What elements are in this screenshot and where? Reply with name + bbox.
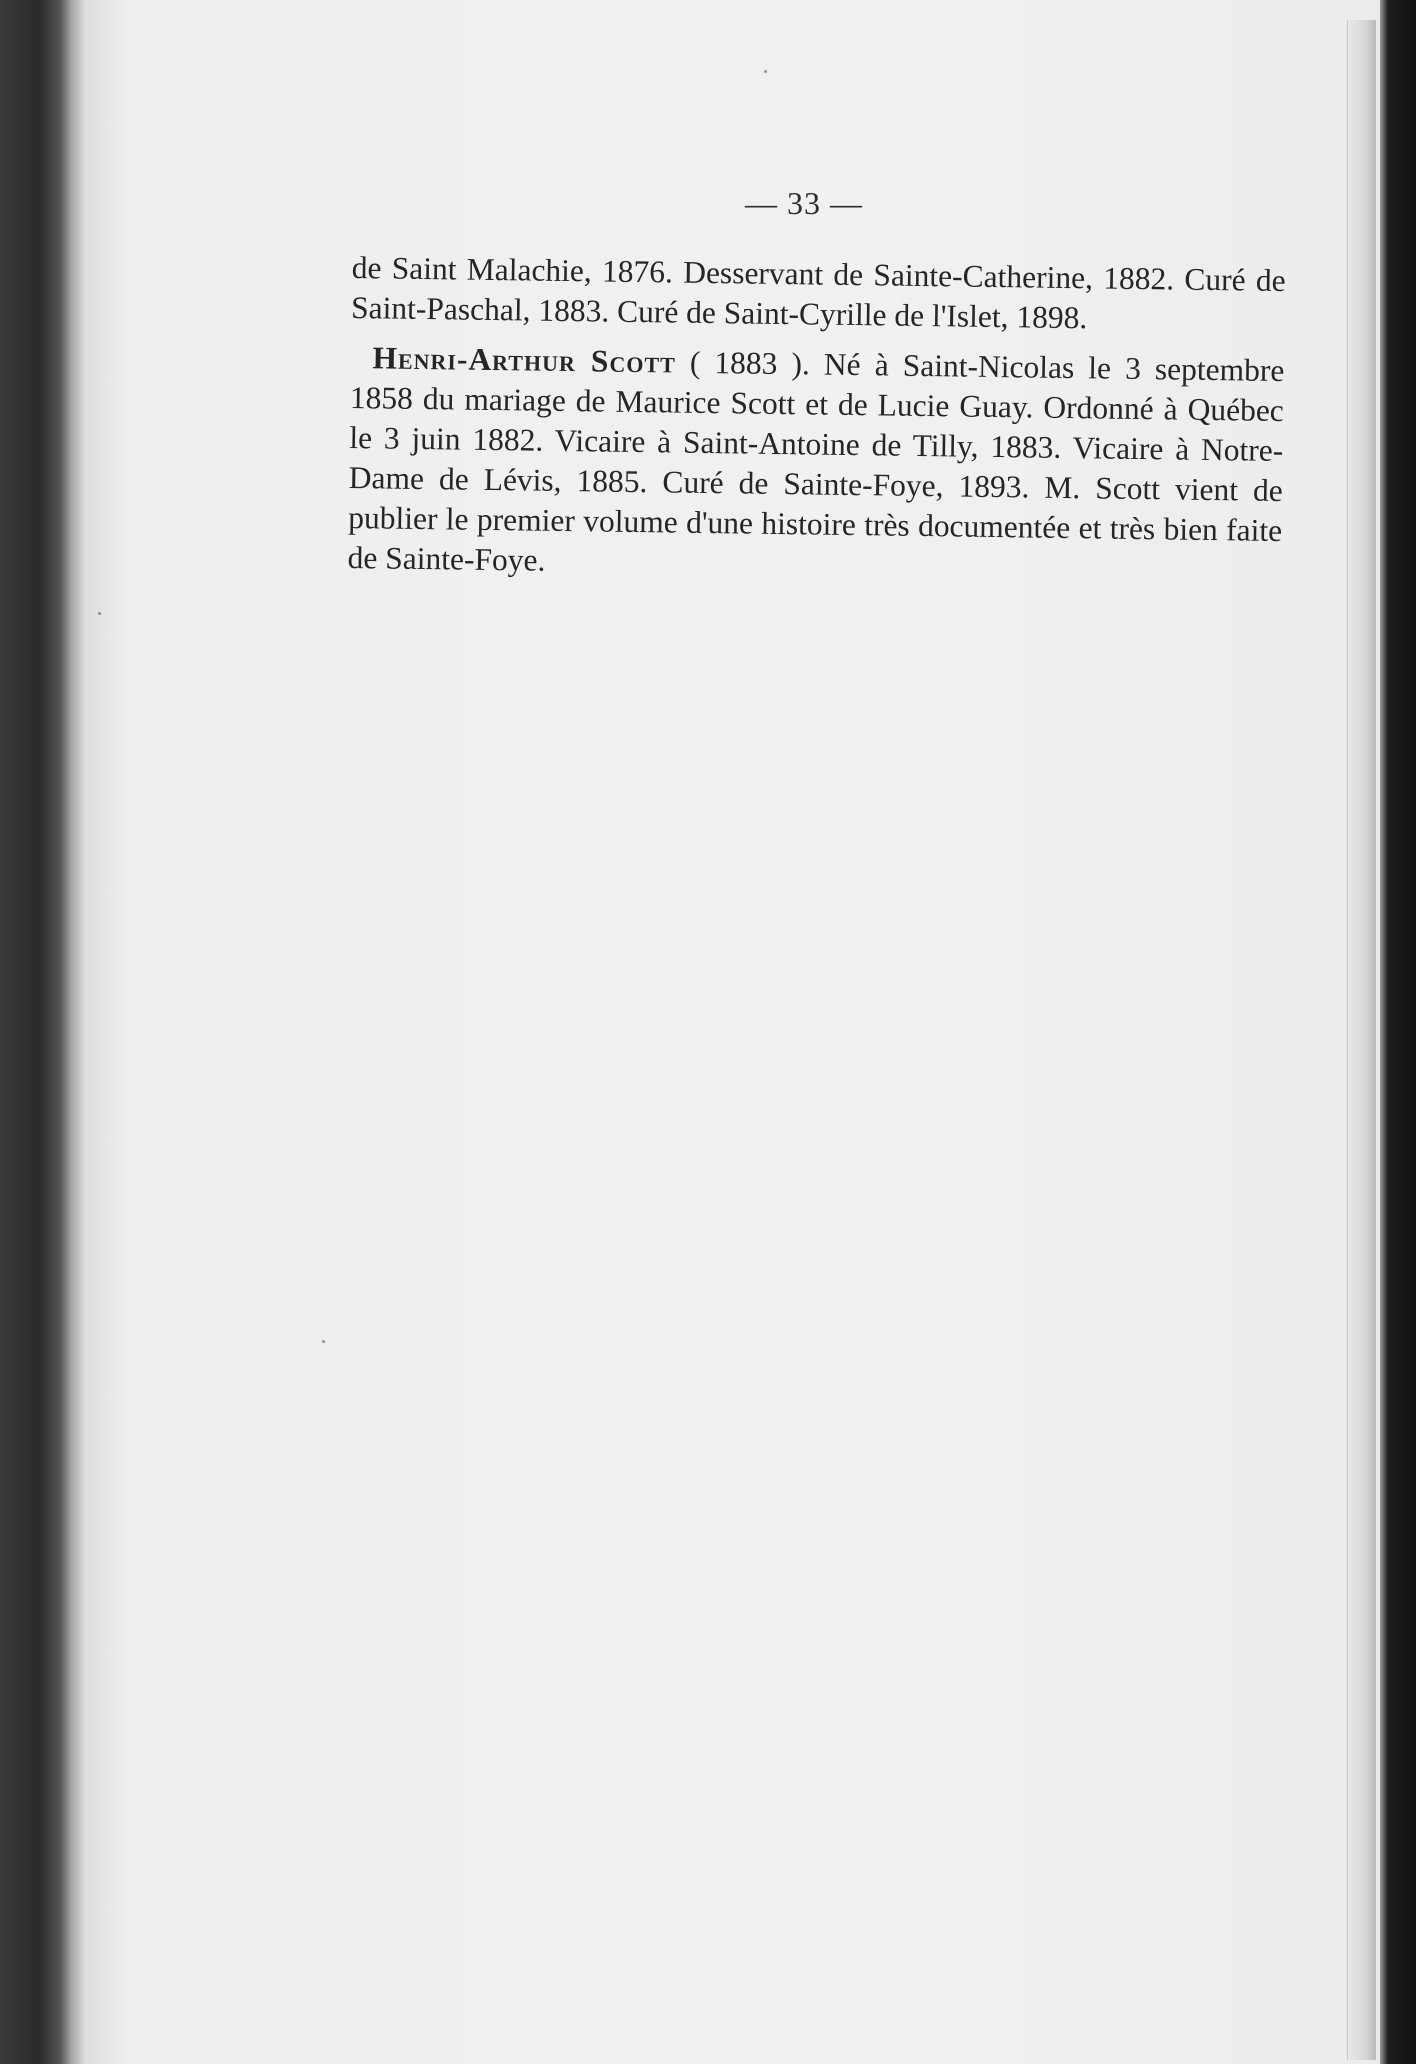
entry-text: ( 1883 ). Né à Saint-Nicolas le 3 septembre 1858 du mariage de Maurice Scott et de Lucie Guay. Ordonné à Québec le 3 juin 1882. Vicaire à Saint-Antoine de Tilly, 1883. Vicaire à Notre-Dame de Lévis, 1885. Curé de Sainte-Foye, 1893. M. Scott vient de publier le premier volume d'une histoire très documentée et très bien faite de Sainte-Foye. — [347, 344, 1285, 578]
continued-paragraph: de Saint Malachie, 1876. Desservant de Sainte-Catherine, 1882. Curé de Saint-Paschal, 1883. Curé de Saint-Cyrille de l'Islet, 1898. — [350, 249, 1286, 336]
biography-entry — [347, 338, 1284, 591]
page-number: — 33 — — [745, 185, 863, 221]
book-binding-edge — [0, 0, 84, 2064]
page-edge-shadow — [1347, 20, 1376, 2060]
scan-border-right — [1380, 0, 1416, 2064]
paper-speck — [98, 612, 101, 615]
paper-speck — [764, 70, 767, 73]
entry-name: Henri-Arthur Scott — [372, 340, 677, 380]
body-text — [347, 248, 1286, 601]
paper-speck — [322, 1340, 325, 1343]
